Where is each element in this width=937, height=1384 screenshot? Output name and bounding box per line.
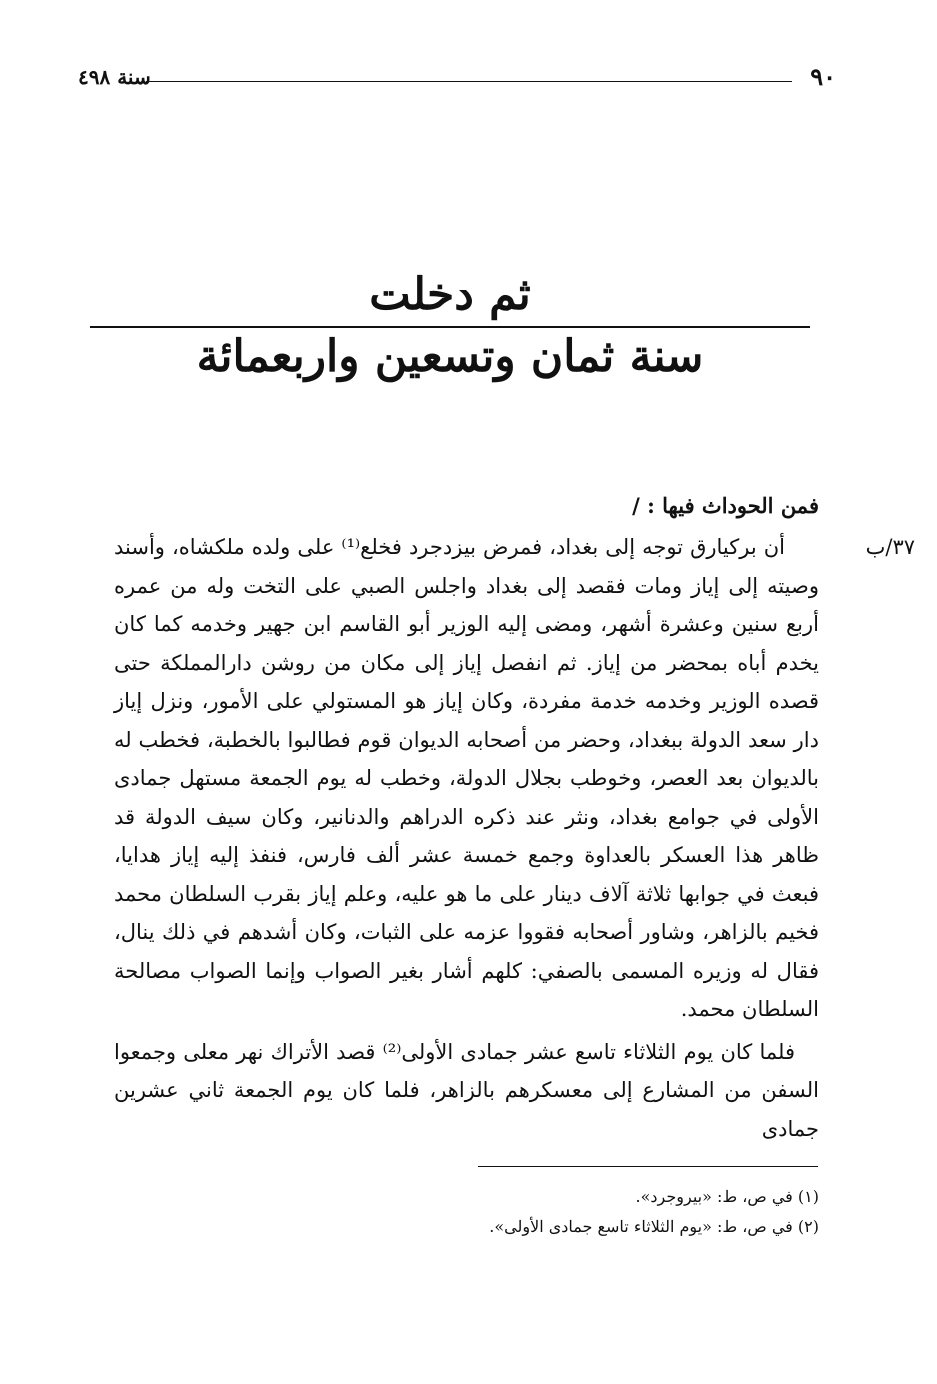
footnotes [114,1182,819,1242]
chapter-title [90,268,810,386]
footnote-2: (٢) في ص، ط: «يوم الثلاثاء تاسع جمادى الأولى». [489,1217,819,1236]
running-header-year: سنة ٤٩٨ [78,65,151,89]
footnote-divider [478,1166,818,1167]
page-number: ٩٠ [810,62,836,91]
section-heading: فمن الحوداث فيها : / [632,493,819,518]
paragraph: فلما كان يوم الثلاثاء تاسع عشر جمادى الأولى⁽²⁾ قصد الأتراك نهر معلى وجمعوا السفن من المشارع إلى معسكرهم بالزاهر، فلما كان يوم الجمعة ثاني عشرين جمادى [114,1039,819,1141]
main-text [114,484,819,1148]
title-line-2: سنة ثمان وتسعين واربعمائة [196,331,704,382]
header-rule [146,81,792,82]
running-header [78,62,836,92]
footnote-1: (١) في ص، ط: «بيروجرد». [635,1187,819,1206]
title-line-1: ثم دخلت [369,269,531,320]
paragraph: أن بركيارق توجه إلى بغداد، فمرض بيزدجرد فخلع⁽¹⁾ على ولده ملكشاه، وأسند وصيته إلى إياز ومات فقصد إلى بغداد واجلس الصبي على التخت وله من عمره أربع سنين وعشرة أشهر، ومضى إليه الوزير أبو القاسم ابن جهير وخدمه كما كان يخدم أباه بمحضر من إياز. ثم انفصل إياز إلى مكان من روشن دارالمملكة حتى قصده الوزير وخدمه خدمة مفردة، وكان إياز هو المستولي على الأمور، ونزل إياز دار سعد الدولة ببغداد، وحضر من أصحابه الديوان قوم فطالبوا بالخطبة، فخطب له بالديوان بعد العصر، وخوطب بجلال الدولة، وخطب له يوم الجمعة مستهل جمادى الأولى في جوامع بغداد، ونثر عند ذكره الدراهم والدنانير، وكان سيف الدولة قد ظاهر هذا العسكر بالعداوة وجمع خمسة عشر ألف فارس، فنفذ إليه إياز هدايا، فبعث في جوابها ثلاثة آلاف دينار على ما هو عليه، وعلم إياز بقرب السلطان محمد فخيم بالزاهر، وشاور أصحابه فقووا عزمه على الثبات، وكان أشدهم في ذلك ينال، فقال له وزيره المسمى بالصفي: كلهم أشار بغير الصواب وإنما الصواب مصالحة السلطان محمد. [114,535,819,1021]
manuscript-folio-reference: ٣٧/ب [865,535,915,559]
